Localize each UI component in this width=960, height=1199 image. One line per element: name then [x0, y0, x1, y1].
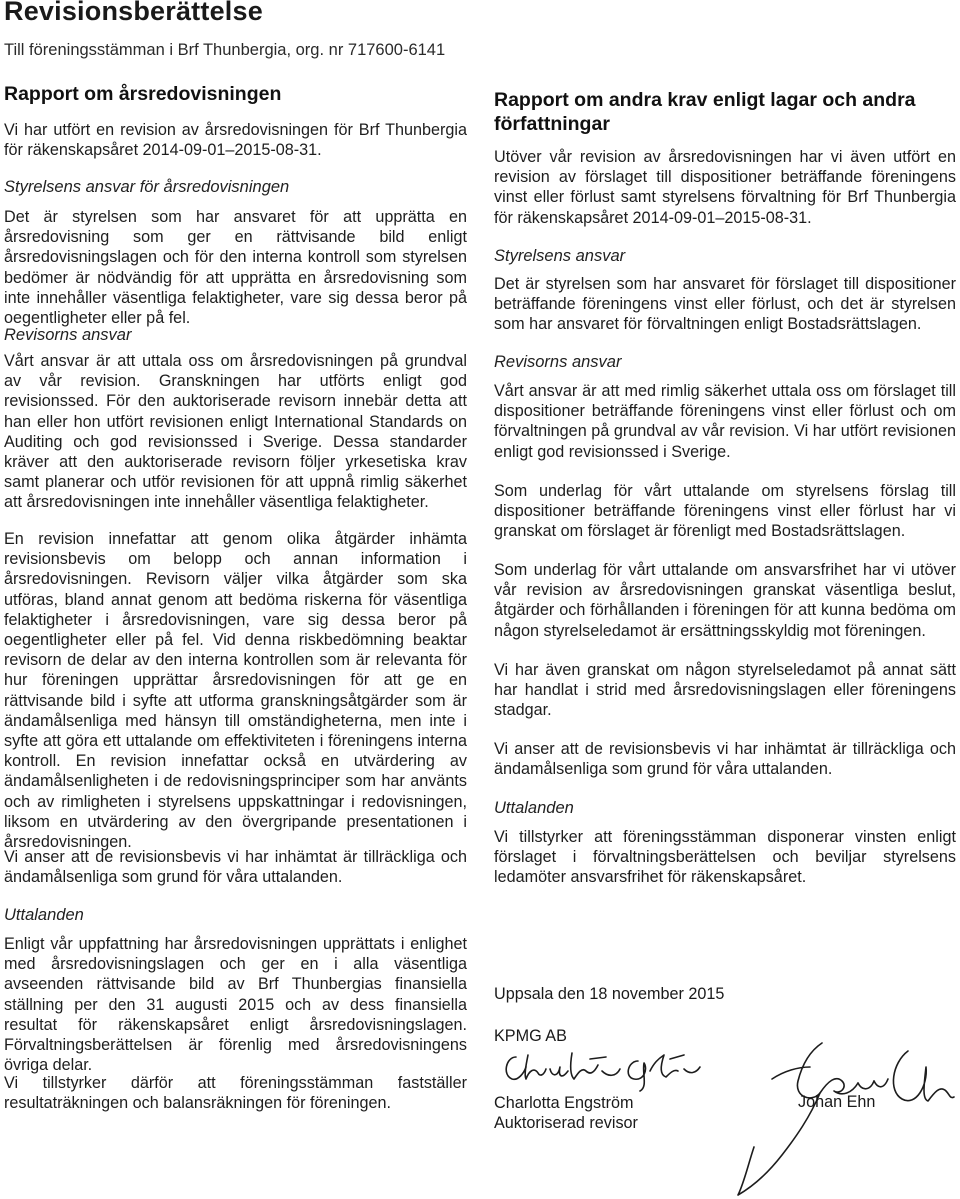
- board-responsibility-text: Det är styrelsen som har ansvaret för att upprätta en årsredovisning som ger en rättvisande bild enligt årsredovisningslagen och för den interna kontroll som styrelsen bedömer är nödvändig för att upprätta en årsredovisning som inte innehåller väsentliga felaktigheter, vare sig dessa beror på oegentligheter eller på fel.: [4, 208, 467, 328]
- handwritten-signature-2: [702, 1037, 956, 1199]
- recommendation-text: Vi tillstyrker därför att föreningsstämman fastställer resultaträkningen och balansräkningen för föreningen.: [4, 1074, 467, 1113]
- auditor-responsibility-heading: Revisorns ansvar: [4, 326, 132, 344]
- other-requirements-heading: Rapport om andra krav enligt lagar och andra författningar: [494, 89, 916, 135]
- opinions-heading: Uttalanden: [4, 906, 84, 924]
- discharge-opinion-text: Vi tillstyrker att föreningsstämman disponerar vinsten enligt förslaget i förvaltningsberättelsen och beviljar styrelsens ledamöter ansvarsfrihet för räkenskapsåret.: [494, 828, 956, 887]
- audit-firm-name: KPMG AB: [494, 1027, 567, 1045]
- disposition-basis-text: Som underlag för vårt uttalande om styrelsens förslag till dispositioner beträffande föreningens vinst eller förlust har vi granskat om förslaget är förenligt med Bostadsrättslagen.: [494, 482, 956, 541]
- auditor-responsibility-heading-2: Revisorns ansvar: [494, 353, 622, 371]
- place-and-date: Uppsala den 18 november 2015: [494, 985, 725, 1003]
- signer-2: [702, 1037, 956, 1199]
- audit-evidence-text-2: Vi anser att de revisionsbevis vi har inhämtat är tillräckliga och ändamålsenliga som grund för våra uttalanden.: [494, 740, 956, 779]
- document-title: Revisionsberättelse: [4, 0, 263, 26]
- opinions-heading-2: Uttalanden: [494, 799, 574, 817]
- opinion-text: Enligt vår uppfattning har årsredovisningen upprättats i enlighet med årsredovisningslagen och ger en i alla väsentliga avseenden rättvisande bild av Brf Thunbergias finansiella ställning per den 31 augusti 2015 och av dess finansiella resultat för räkenskapsåret enligt årsredovisningslagen. Förvaltningsberättelsen är förenlig med årsredovisningens övriga delar.: [4, 935, 467, 1075]
- signer-1: [494, 1063, 694, 1153]
- audit-procedures-text: En revision innefattar att genom olika åtgärder inhämta revisionsbevis om belopp och annan information i årsredovisningen. Revisorn väljer vilka åtgärder som ska utföras, bland annat genom att bedöma riskerna för väsentliga felaktigheter i årsredovisningen, vare sig dessa beror på oegentligheter eller på fel. Vid denna riskbedömning beaktar revisorn de delar av den interna kontrollen som är relevanta för hur föreningen upprättar årsredovisningen för att ge en rättvisande bild i syfte att utforma granskningsåtgärder som är ändamålsenliga med hänsyn till omständigheterna, men inte i syfte att göra ett uttalande om effektiviteten i föreningens interna kontroll. En revision innefattar också en utvärdering av ändamålsenligheten i de redovisningsprinciper som har använts och av rimligheten i styrelsens uppskattningar i redovisningen, liksom en utvärdering av den övergripande presentationen i årsredovisningen.: [4, 530, 467, 852]
- signer-2-name: Johan Ehn: [798, 1093, 876, 1111]
- audit-evidence-text: Vi anser att de revisionsbevis vi har inhämtat är tillräckliga och ändamålsenliga som grund för våra uttalanden.: [4, 848, 467, 887]
- signature-block: [494, 985, 956, 1199]
- board-responsibility-text-2: Det är styrelsen som har ansvaret för förslaget till dispositioner beträffande föreningens vinst eller förlust, och det är styrelsen som har ansvaret för förvaltningen enligt Bostadsrättslagen.: [494, 275, 956, 334]
- signer-1-name: Charlotta Engström: [494, 1094, 634, 1112]
- document-addressee: Till föreningsstämman i Brf Thunbergia, org. nr 717600-6141: [4, 41, 446, 59]
- auditor-responsibility-text-2: Vårt ansvar är att med rimlig säkerhet uttala oss om förslaget till dispositioner beträffande föreningens vinst eller förlust och om förvaltningen på grundval av vår revision. Vi har utfört revisionen enligt god revisionssed i Sverige.: [494, 382, 956, 461]
- annual-report-intro: Vi har utfört en revision av årsredovisningen för Brf Thunbergia för räkenskapsåret 2014-09-01–2015-08-31.: [4, 121, 467, 160]
- other-requirements-intro: Utöver vår revision av årsredovisningen har vi även utfört en revision av förslaget till dispositioner beträffande föreningens vinst eller förlust samt styrelsens förvaltning för Brf Thunbergia för räkenskapsåret 2014-09-01–2015-08-31.: [494, 148, 956, 227]
- handwritten-signature-1: [498, 1047, 708, 1087]
- signer-1-title: Auktoriserad revisor: [494, 1114, 638, 1132]
- board-conduct-review-text: Vi har även granskat om någon styrelseledamot på annat sätt har handlat i strid med årsredovisningslagen eller föreningens stadgar.: [494, 661, 956, 720]
- board-responsibility-heading-2: Styrelsens ansvar: [494, 247, 626, 265]
- auditor-responsibility-text: Vårt ansvar är att uttala oss om årsredovisningen på grundval av vår revision. Granskningen har utförts enligt god revisionssed. För den auktoriserade revisorn innebär detta att han eller hon utfört revisionen enligt International Standards on Auditing och god revisionssed i Sverige. Dessa standarder kräver att den auktoriserade revisorn följer yrkesetiska krav samt planerar och utför revisionen för att uppnå rimlig säkerhet att årsredovisningen inte innehåller väsentliga felaktigheter.: [4, 352, 467, 512]
- discharge-basis-text: Som underlag för vårt uttalande om ansvarsfrihet har vi utöver vår revision av årsredovisningen granskat väsentliga beslut, åtgärder och förhållanden i föreningen för att kunna bedöma om någon styrelseledamot är ersättningsskyldig mot föreningen.: [494, 561, 956, 640]
- board-responsibility-heading: Styrelsens ansvar för årsredovisningen: [4, 178, 290, 196]
- annual-report-heading: Rapport om årsredovisningen: [4, 83, 282, 105]
